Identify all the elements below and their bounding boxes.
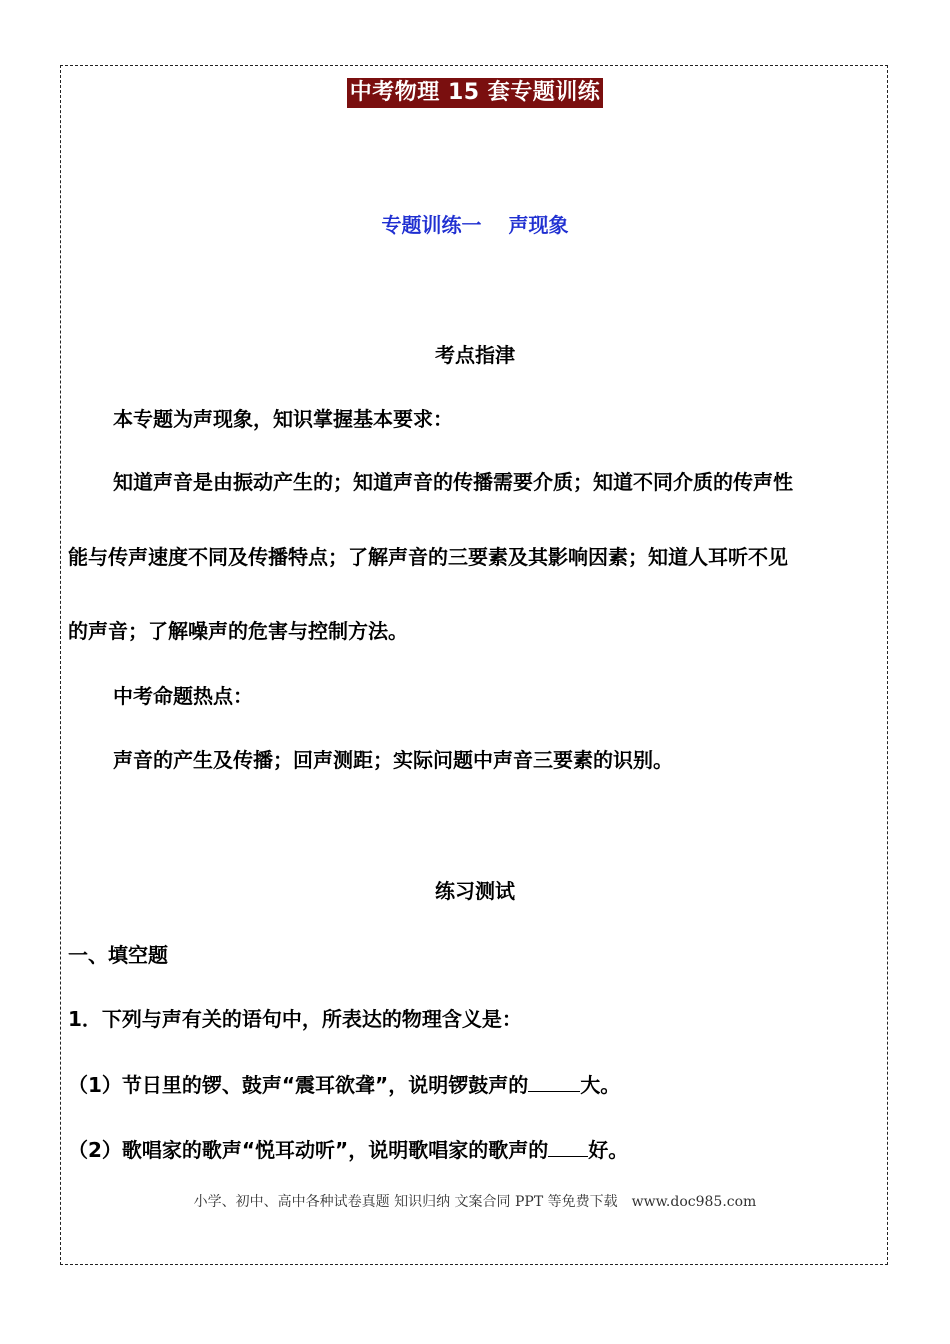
question-1-sub-2-text: （2）歌唱家的歌声“悦耳动听”，说明歌唱家的歌声的 [68, 1138, 549, 1162]
requirements-line-3: 的声音；了解噪声的危害与控制方法。 [68, 619, 408, 643]
requirements-line-2: 能与传声速度不同及传播特点；了解声音的三要素及其影响因素；知道人耳听不见 [68, 545, 788, 569]
footer-text: 小学、初中、高中各种试卷真题 知识归纳 文案合同 PPT 等免费下载 www.doc985.com [193, 1194, 757, 1210]
question-1-sub-1 [68, 1069, 620, 1099]
question-1-sub-2 [68, 1134, 628, 1164]
hot-topics-label: 中考命题热点： [113, 684, 253, 708]
question-1-sub-1-text: （1）节日里的锣、鼓声“震耳欲聋”，说明锣鼓声的 [68, 1073, 529, 1097]
requirements-line-1: 知道声音是由振动产生的；知道声音的传播需要介质；知道不同介质的传声性 [113, 470, 793, 494]
section-heading-practice: 练习测试 [435, 879, 515, 903]
question-1-sub-2-tail: 好。 [588, 1138, 629, 1162]
question-1-sub-1-tail: 大。 [580, 1073, 621, 1097]
title-block [0, 78, 950, 108]
section-heading-exam-points: 考点指津 [435, 343, 515, 367]
intro-text: 本专题为声现象，知识掌握基本要求： [113, 407, 453, 431]
answer-blank-2[interactable] [548, 1134, 588, 1157]
question-1-stem: 1．下列与声有关的语句中，所表达的物理含义是： [68, 1007, 522, 1031]
part-heading-fill-blank: 一、填空题 [68, 943, 168, 967]
document-title: 中考物理 15 套专题训练 [347, 78, 603, 108]
topic-subtitle: 专题训练一 声现象 [381, 213, 569, 237]
answer-blank-1[interactable] [528, 1069, 580, 1092]
hot-topics-text: 声音的产生及传播；回声测距；实际问题中声音三要素的识别。 [113, 748, 673, 772]
